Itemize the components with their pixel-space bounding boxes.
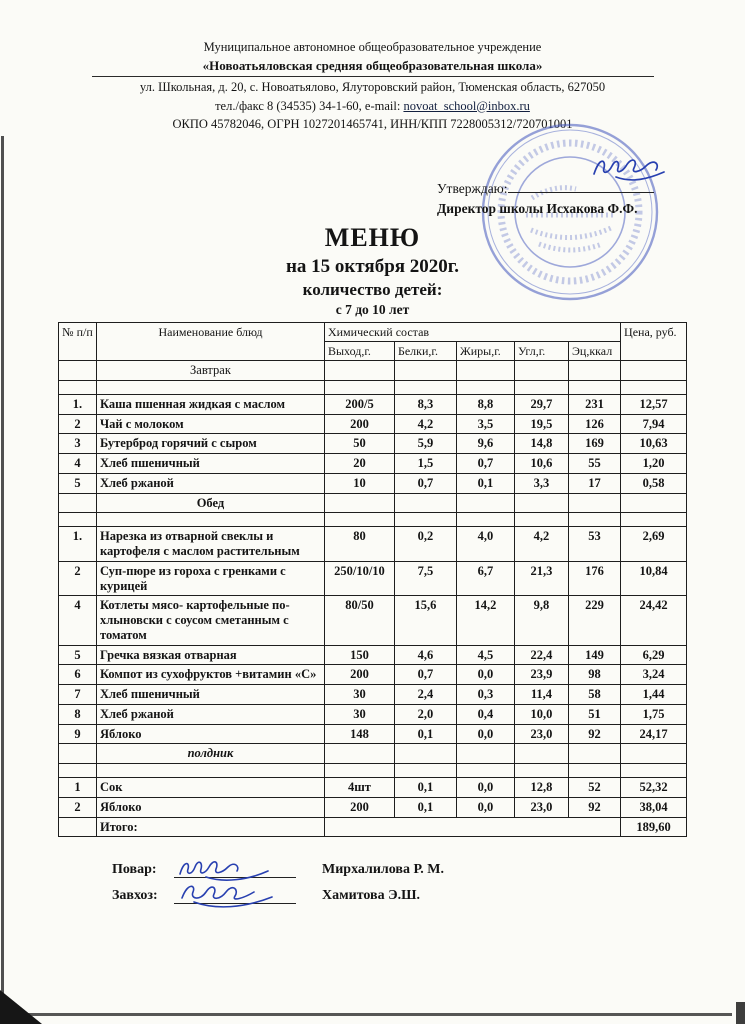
- table-cell: [621, 361, 687, 381]
- table-cell: [514, 493, 568, 513]
- table-cell: [58, 817, 96, 837]
- table-cell: [96, 764, 324, 778]
- table-row: [58, 527, 686, 562]
- table-row-section: [58, 361, 686, 381]
- table-cell: Хлеб пшеничный: [96, 454, 324, 474]
- table-cell: Яблоко: [96, 724, 324, 744]
- cook-name: Мирхалилова Р. М.: [322, 862, 445, 878]
- org-contacts: [92, 99, 654, 115]
- table-header-row: [58, 322, 686, 341]
- table-cell: 7,5: [394, 561, 456, 596]
- org-phone: тел./факс 8 (34535) 34-1-60, e-mail:: [215, 98, 404, 113]
- table-cell: [514, 744, 568, 764]
- table-cell: [58, 380, 96, 394]
- table-cell: 0,1: [394, 778, 456, 798]
- table-cell: [394, 513, 456, 527]
- table-cell: 0,1: [456, 473, 514, 493]
- table-cell: [621, 764, 687, 778]
- scan-corner-bottom-left: [0, 990, 42, 1024]
- table-cell: [568, 361, 620, 381]
- table-cell: 0,1: [394, 797, 456, 817]
- table-cell: 3,24: [621, 665, 687, 685]
- table-cell: 2,0: [394, 704, 456, 724]
- table-cell: [456, 744, 514, 764]
- table-cell: [568, 764, 620, 778]
- table-cell: 149: [568, 645, 620, 665]
- table-cell: Завтрак: [96, 361, 324, 381]
- table-cell: Котлеты мясо- картофельные по- хлыновски с соусом сметанным с томатом: [96, 596, 324, 645]
- table-cell: 0,0: [456, 778, 514, 798]
- table-cell: Хлеб пшеничный: [96, 685, 324, 705]
- table-cell: [621, 380, 687, 394]
- table-cell: [394, 493, 456, 513]
- table-cell: 2: [58, 414, 96, 434]
- title-block: [0, 223, 745, 318]
- table-cell: 8,8: [456, 394, 514, 414]
- table-cell: 5: [58, 473, 96, 493]
- table-cell: 0,58: [621, 473, 687, 493]
- table-cell: 98: [568, 665, 620, 685]
- table-cell: 80/50: [324, 596, 394, 645]
- table-cell: 0,0: [456, 665, 514, 685]
- table-cell: [456, 361, 514, 381]
- table-cell: 150: [324, 645, 394, 665]
- table-cell: Яблоко: [96, 797, 324, 817]
- steward-name: Хамитова Э.Ш.: [322, 888, 420, 904]
- table-cell: 23,0: [514, 797, 568, 817]
- table-cell: 4шт: [324, 778, 394, 798]
- table-row: [58, 454, 686, 474]
- table-cell: 10,0: [514, 704, 568, 724]
- table-cell: [456, 764, 514, 778]
- table-cell: [96, 380, 324, 394]
- table-cell: 189,60: [621, 817, 687, 837]
- table-cell: 22,4: [514, 645, 568, 665]
- table-cell: 200/5: [324, 394, 394, 414]
- table-cell: 200: [324, 414, 394, 434]
- table-cell: 2,69: [621, 527, 687, 562]
- table-cell: 1.: [58, 394, 96, 414]
- table-cell: 4,2: [394, 414, 456, 434]
- age-range-line: с 7 до 10 лет: [335, 301, 410, 317]
- table-cell: 126: [568, 414, 620, 434]
- table-row: [58, 704, 686, 724]
- table-cell: [456, 513, 514, 527]
- table-row: [58, 394, 686, 414]
- table-cell: 30: [324, 704, 394, 724]
- table-cell: Хлеб ржаной: [96, 704, 324, 724]
- scan-edge-bottom: [26, 1013, 732, 1016]
- table-cell: 3,5: [456, 414, 514, 434]
- table-cell: 23,0: [514, 724, 568, 744]
- table-cell: 9: [58, 724, 96, 744]
- table-cell: [568, 513, 620, 527]
- table-cell: 0,7: [456, 454, 514, 474]
- org-address: ул. Школьная, д. 20, с. Новоатьялово, Ялуторовский район, Тюменская область, 627050: [139, 79, 606, 94]
- table-row-empty: [58, 380, 686, 394]
- table-cell: 52,32: [621, 778, 687, 798]
- table-cell: 29,7: [514, 394, 568, 414]
- steward-signature-row: [112, 881, 745, 904]
- table-row: [58, 797, 686, 817]
- table-cell: Сок: [96, 778, 324, 798]
- table-cell: 0,2: [394, 527, 456, 562]
- steward-signature-line: [174, 881, 296, 904]
- cook-signature-row: [112, 855, 745, 878]
- table-cell: 9,8: [514, 596, 568, 645]
- table-cell: [394, 764, 456, 778]
- table-cell: [394, 744, 456, 764]
- org-type-line: Муниципальное автономное общеобразовательное учреждение: [203, 40, 542, 54]
- table-cell: 20: [324, 454, 394, 474]
- col-header-price: Цена, руб.: [621, 322, 687, 360]
- table-row-section: [58, 493, 686, 513]
- table-cell: полдник: [96, 744, 324, 764]
- table-cell: 1: [58, 778, 96, 798]
- table-cell: 2: [58, 561, 96, 596]
- table-cell: Бутерброд горячий с сыром: [96, 434, 324, 454]
- table-cell: 9,6: [456, 434, 514, 454]
- table-cell: [621, 493, 687, 513]
- table-cell: 50: [324, 434, 394, 454]
- org-codes: ОКПО 45782046, ОГРН 1027201465741, ИНН/КПП 7228005312/720701001: [172, 117, 573, 132]
- table-cell: 10,84: [621, 561, 687, 596]
- table-cell: 51: [568, 704, 620, 724]
- table-row: [58, 473, 686, 493]
- menu-title: МЕНЮ: [324, 222, 421, 252]
- col-header-fat: Жиры,г.: [456, 341, 514, 360]
- table-cell: [58, 513, 96, 527]
- table-row: [58, 685, 686, 705]
- table-cell: 200: [324, 665, 394, 685]
- org-email: novoat_school@inbox.ru: [403, 98, 530, 113]
- col-header-kcal: Эц,ккал: [568, 341, 620, 360]
- table-cell: 80: [324, 527, 394, 562]
- table-cell: [324, 764, 394, 778]
- table-cell: [324, 493, 394, 513]
- table-cell: [621, 513, 687, 527]
- steward-label: Завхоз:: [112, 888, 158, 904]
- table-cell: 15,6: [394, 596, 456, 645]
- table-cell: 55: [568, 454, 620, 474]
- approval-signature: [588, 150, 708, 190]
- table-cell: 12,57: [621, 394, 687, 414]
- cook-signature-line: [174, 855, 296, 878]
- table-cell: 30: [324, 685, 394, 705]
- table-cell: [324, 744, 394, 764]
- table-cell: 250/10/10: [324, 561, 394, 596]
- table-row: [58, 778, 686, 798]
- director-line: Директор школы Исхакова Ф.Ф.: [437, 200, 638, 216]
- table-cell: 21,3: [514, 561, 568, 596]
- table-row: [58, 724, 686, 744]
- menu-table-body: [58, 361, 686, 837]
- table-cell: 1,44: [621, 685, 687, 705]
- table-cell: [456, 380, 514, 394]
- table-cell: 58: [568, 685, 620, 705]
- table-cell: 1,5: [394, 454, 456, 474]
- table-cell: Хлеб ржаной: [96, 473, 324, 493]
- table-cell: 8,3: [394, 394, 456, 414]
- table-cell: 12,8: [514, 778, 568, 798]
- table-cell: [568, 493, 620, 513]
- table-cell: 229: [568, 596, 620, 645]
- table-cell: 23,9: [514, 665, 568, 685]
- table-row: [58, 561, 686, 596]
- table-cell: [58, 764, 96, 778]
- table-cell: 7: [58, 685, 96, 705]
- table-cell: 11,4: [514, 685, 568, 705]
- table-cell: 4,6: [394, 645, 456, 665]
- table-cell: 10: [324, 473, 394, 493]
- col-header-carb: Угл,г.: [514, 341, 568, 360]
- table-cell: 1.: [58, 527, 96, 562]
- table-cell: [568, 380, 620, 394]
- col-header-num: № п/п: [58, 322, 96, 360]
- table-cell: 6: [58, 665, 96, 685]
- table-cell: 231: [568, 394, 620, 414]
- table-cell: 19,5: [514, 414, 568, 434]
- table-cell: 53: [568, 527, 620, 562]
- table-row: [58, 414, 686, 434]
- table-row-total: [58, 817, 686, 837]
- table-cell: 8: [58, 704, 96, 724]
- table-cell: 176: [568, 561, 620, 596]
- table-cell: 14,8: [514, 434, 568, 454]
- table-row: [58, 434, 686, 454]
- table-cell: 14,2: [456, 596, 514, 645]
- col-header-protein: Белки,г.: [394, 341, 456, 360]
- table-cell: 24,17: [621, 724, 687, 744]
- col-header-out: Выход,г.: [324, 341, 394, 360]
- table-cell: [514, 764, 568, 778]
- table-cell: [96, 513, 324, 527]
- table-cell: 92: [568, 797, 620, 817]
- table-cell: [324, 361, 394, 381]
- table-cell: [58, 744, 96, 764]
- table-row: [58, 645, 686, 665]
- table-cell: [324, 817, 620, 837]
- table-cell: 6,29: [621, 645, 687, 665]
- table-cell: 10,6: [514, 454, 568, 474]
- table-cell: 0,0: [456, 797, 514, 817]
- table-cell: 1,20: [621, 454, 687, 474]
- table-cell: 4,0: [456, 527, 514, 562]
- table-cell: 5: [58, 645, 96, 665]
- table-row: [58, 665, 686, 685]
- table-cell: [568, 744, 620, 764]
- table-cell: 2: [58, 797, 96, 817]
- table-cell: 148: [324, 724, 394, 744]
- table-cell: [324, 513, 394, 527]
- table-cell: Компот из сухофруктов +витамин «С»: [96, 665, 324, 685]
- table-cell: [456, 493, 514, 513]
- col-header-chem: Химический состав: [324, 322, 620, 341]
- table-cell: 2,4: [394, 685, 456, 705]
- table-cell: [324, 380, 394, 394]
- table-cell: Итого:: [96, 817, 324, 837]
- table-cell: [394, 380, 456, 394]
- table-cell: 0,4: [456, 704, 514, 724]
- table-cell: 92: [568, 724, 620, 744]
- table-cell: 0,1: [394, 724, 456, 744]
- table-cell: Каша пшенная жидкая с маслом: [96, 394, 324, 414]
- table-cell: 10,63: [621, 434, 687, 454]
- table-cell: Суп-пюре из гороха с гренками с курицей: [96, 561, 324, 596]
- menu-table: [58, 322, 687, 838]
- table-cell: 0,0: [456, 724, 514, 744]
- table-row: [58, 596, 686, 645]
- approve-label: Утверждаю:: [437, 180, 508, 196]
- table-cell: [514, 380, 568, 394]
- table-cell: 0,7: [394, 665, 456, 685]
- table-cell: 4: [58, 454, 96, 474]
- table-cell: 3: [58, 434, 96, 454]
- table-cell: [621, 744, 687, 764]
- table-cell: 17: [568, 473, 620, 493]
- table-cell: 5,9: [394, 434, 456, 454]
- table-cell: 0,7: [394, 473, 456, 493]
- table-cell: 3,3: [514, 473, 568, 493]
- table-cell: Нарезка из отварной свеклы и картофеля с маслом растительным: [96, 527, 324, 562]
- table-cell: [58, 361, 96, 381]
- table-cell: 7,94: [621, 414, 687, 434]
- table-cell: 0,3: [456, 685, 514, 705]
- table-cell: 4,2: [514, 527, 568, 562]
- table-cell: 52: [568, 778, 620, 798]
- table-row-section: [58, 744, 686, 764]
- table-row-empty: [58, 764, 686, 778]
- table-cell: [394, 361, 456, 381]
- table-cell: 24,42: [621, 596, 687, 645]
- steward-signature: [176, 880, 288, 910]
- menu-date: на 15 октября 2020г.: [285, 255, 460, 277]
- table-cell: 1,75: [621, 704, 687, 724]
- table-cell: 200: [324, 797, 394, 817]
- org-name: «Новоатьяловская средняя общеобразовательная школа»: [92, 58, 654, 77]
- table-cell: Чай с молоком: [96, 414, 324, 434]
- table-cell: [514, 513, 568, 527]
- scan-corner-bottom-right: [736, 1002, 745, 1024]
- children-count-line: количество детей:: [302, 279, 443, 299]
- signatures-block: [112, 855, 745, 904]
- table-row-empty: [58, 513, 686, 527]
- table-cell: 6,7: [456, 561, 514, 596]
- table-cell: 169: [568, 434, 620, 454]
- table-cell: 4: [58, 596, 96, 645]
- table-cell: [514, 361, 568, 381]
- table-cell: [58, 493, 96, 513]
- table-cell: 38,04: [621, 797, 687, 817]
- cook-label: Повар:: [112, 862, 157, 878]
- table-cell: Гречка вязкая отварная: [96, 645, 324, 665]
- col-header-name: Наименование блюд: [96, 322, 324, 360]
- table-cell: 4,5: [456, 645, 514, 665]
- table-cell: Обед: [96, 493, 324, 513]
